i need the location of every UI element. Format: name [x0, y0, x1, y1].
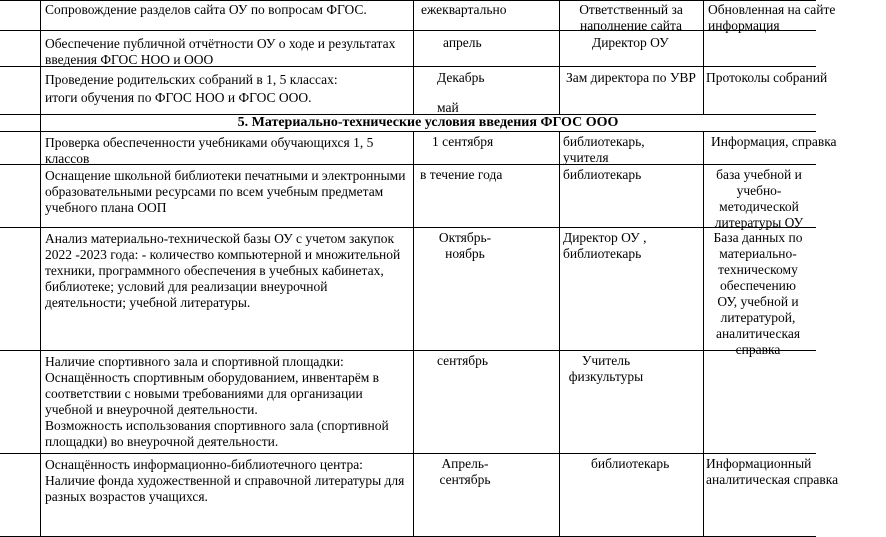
col-divider	[703, 0, 704, 114]
responsible-cell: библиотекарь, учителя	[563, 134, 645, 165]
col-divider	[559, 0, 560, 114]
col-divider	[559, 131, 560, 537]
result-cell: Обновленная на сайте информация	[708, 2, 836, 33]
result-cell: Информационный аналитическая справка	[706, 456, 839, 487]
event-cell: Оснащённость информационно-библиотечного центра: Наличие фонда художественной и справочной литературы для разных возрастов учащихся.	[45, 457, 405, 504]
responsible-cell: Зам директора по УВР	[566, 70, 696, 85]
col-divider	[413, 0, 414, 114]
responsible-cell: Учитель физкультуры	[568, 353, 644, 384]
responsible-cell: библиотекарь	[563, 167, 642, 182]
term-cell: Октябрь- ноябрь	[438, 230, 492, 261]
event-cell: Проверка обеспеченности учебниками обучающихся 1, 5 классов	[45, 135, 374, 166]
row-divider	[0, 0, 816, 1]
term-cell: Декабрь май	[437, 70, 485, 115]
col-divider	[413, 131, 414, 537]
section-title: 5. Материально-технические условия введения ФГОС ООО	[237, 115, 619, 130]
row-divider	[0, 131, 816, 132]
responsible-cell: Директор ОУ	[592, 35, 669, 50]
event-cell: Анализ материально-технической базы ОУ с учетом закупок 2022 -2023 года: - количество компьютерной и множительной техники, программного обеспечения в учебных кабинетах, библиотеке; условий для реализации внеурочной деятельности; учебной литературы.	[45, 231, 401, 310]
responsible-cell: Ответственный за наполнение сайта	[579, 2, 683, 33]
event-cell: Оснащение школьной библиотеки печатными и электронными образовательными ресурсами по всем учебным предметам учебного плана ООП	[45, 168, 406, 215]
term-cell: 1 сентября	[432, 134, 494, 149]
term-cell: сентябрь	[437, 353, 489, 368]
col-divider	[40, 131, 41, 537]
event-cell: Наличие спортивного зала и спортивной площадки: Оснащённость спортивным оборудованием, инвентарём в соответствии с новыми требованиями для организации учебной и внеурочной деятельности. Возможность использования спортивного зала (спортивной площадки) во внеурочной деятельности.	[45, 354, 389, 449]
event-cell: Сопровождение разделов сайта ОУ по вопросам ФГОС.	[45, 2, 367, 17]
row-divider	[0, 453, 816, 454]
row-divider	[0, 227, 816, 228]
term-cell: в течение года	[420, 167, 503, 182]
term-cell: Апрель- сентябрь	[439, 456, 491, 487]
col-divider	[40, 0, 41, 114]
result-cell: Протоколы собраний	[706, 70, 828, 85]
responsible-cell: Директор ОУ , библиотекарь	[563, 230, 647, 261]
term-cell: апрель	[443, 35, 482, 50]
responsible-cell: библиотекарь	[591, 456, 670, 471]
result-cell: база учебной и учебно- методической литературы ОУ	[714, 167, 804, 230]
term-cell: ежеквартально	[421, 2, 507, 17]
result-cell: База данных по материально- техническому обеспечению ОУ, учебной и литературой, аналитическая справка	[713, 230, 803, 357]
result-cell: Информация, справка	[711, 134, 837, 149]
event-cell: Проведение родительских собраний в 1, 5 классах: итоги обучения по ФГОС НОО и ФГОС ООО.	[45, 72, 338, 105]
event-cell: Обеспечение публичной отчётности ОУ о ходе и результатах введения ФГОС НОО и ООО	[45, 36, 396, 67]
row-divider	[0, 350, 816, 351]
